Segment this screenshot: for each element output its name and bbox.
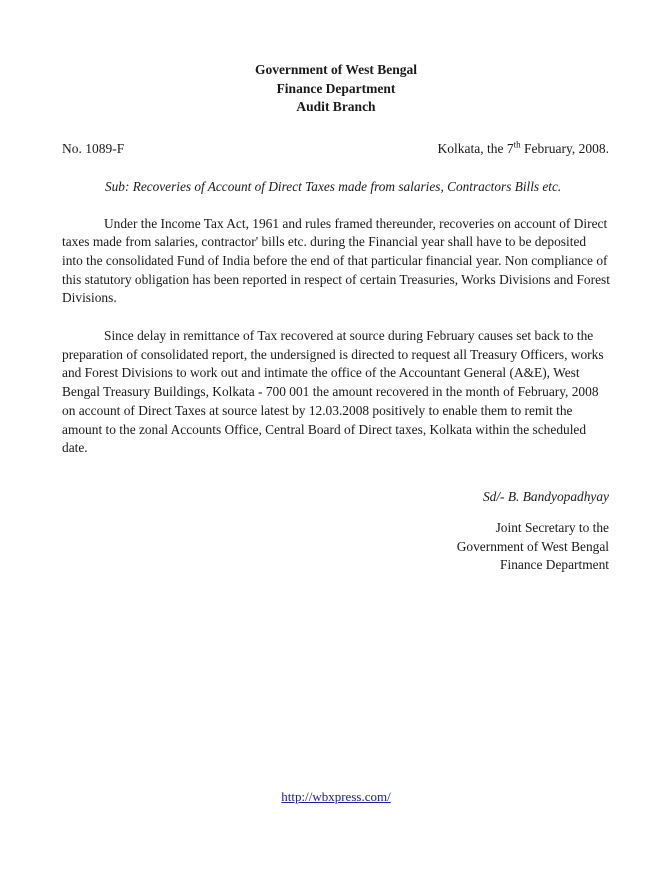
reference-and-date-row <box>62 140 610 158</box>
subject-line: Sub: Recoveries of Account of Direct Taxes made from salaries, Contractors Bills etc. <box>105 178 562 194</box>
footer <box>0 788 672 806</box>
letterhead <box>62 0 610 117</box>
letterhead-line-department: Finance Department <box>276 80 396 96</box>
letterhead-line-government: Government of West Bengal <box>254 62 418 77</box>
body-paragraph-2: Since delay in remittance of Tax recovered at source during February causes set back to the preparation of consolidated report, the undersigned is directed to request all Treasury Officers, works and Forest Divisions to work out and intimate the office of the Accountant General (A&E), West Bengal Treasury Buildings, Kolkata - 700 001 the amount recovered in the month of February, 2008 on account of Direct Taxes at source latest by 12.03.2008 positively to enable them to remit the amount to the zonal Accounts Office, Central Board of Direct taxes, Kolkata within the scheduled date. <box>62 328 604 456</box>
place-and-date-suffix: February, 2008. <box>520 140 609 156</box>
place-and-date <box>438 140 610 158</box>
document-body <box>62 0 610 575</box>
signature-line: Sd/- B. Bandyopadhyay <box>482 488 609 504</box>
memo-number: No. 1089-F <box>62 140 125 156</box>
designation-line-department: Finance Department <box>500 557 609 573</box>
designation-block <box>62 519 610 575</box>
designation-line-government: Government of West Bengal <box>456 538 609 554</box>
source-website-link[interactable]: http://wbxpress.com/ <box>281 789 391 804</box>
designation-line-title: Joint Secretary to the <box>495 519 609 535</box>
place-and-date-prefix: Kolkata, the 7 <box>437 140 514 156</box>
ordinal-suffix: th <box>513 139 521 149</box>
letterhead-line-branch: Audit Branch <box>296 99 376 114</box>
body-paragraph-1: Under the Income Tax Act, 1961 and rules framed thereunder, recoveries on account of Direct taxes made from salaries, contractor' bills etc. during the Financial year shall have to be deposited into the consolidated Fund of India before the end of that particular financial year. Non compliance of this statutory obligation has been reported in respect of certain Treasuries, Works Divisions and Forest Divisions. <box>62 215 610 306</box>
